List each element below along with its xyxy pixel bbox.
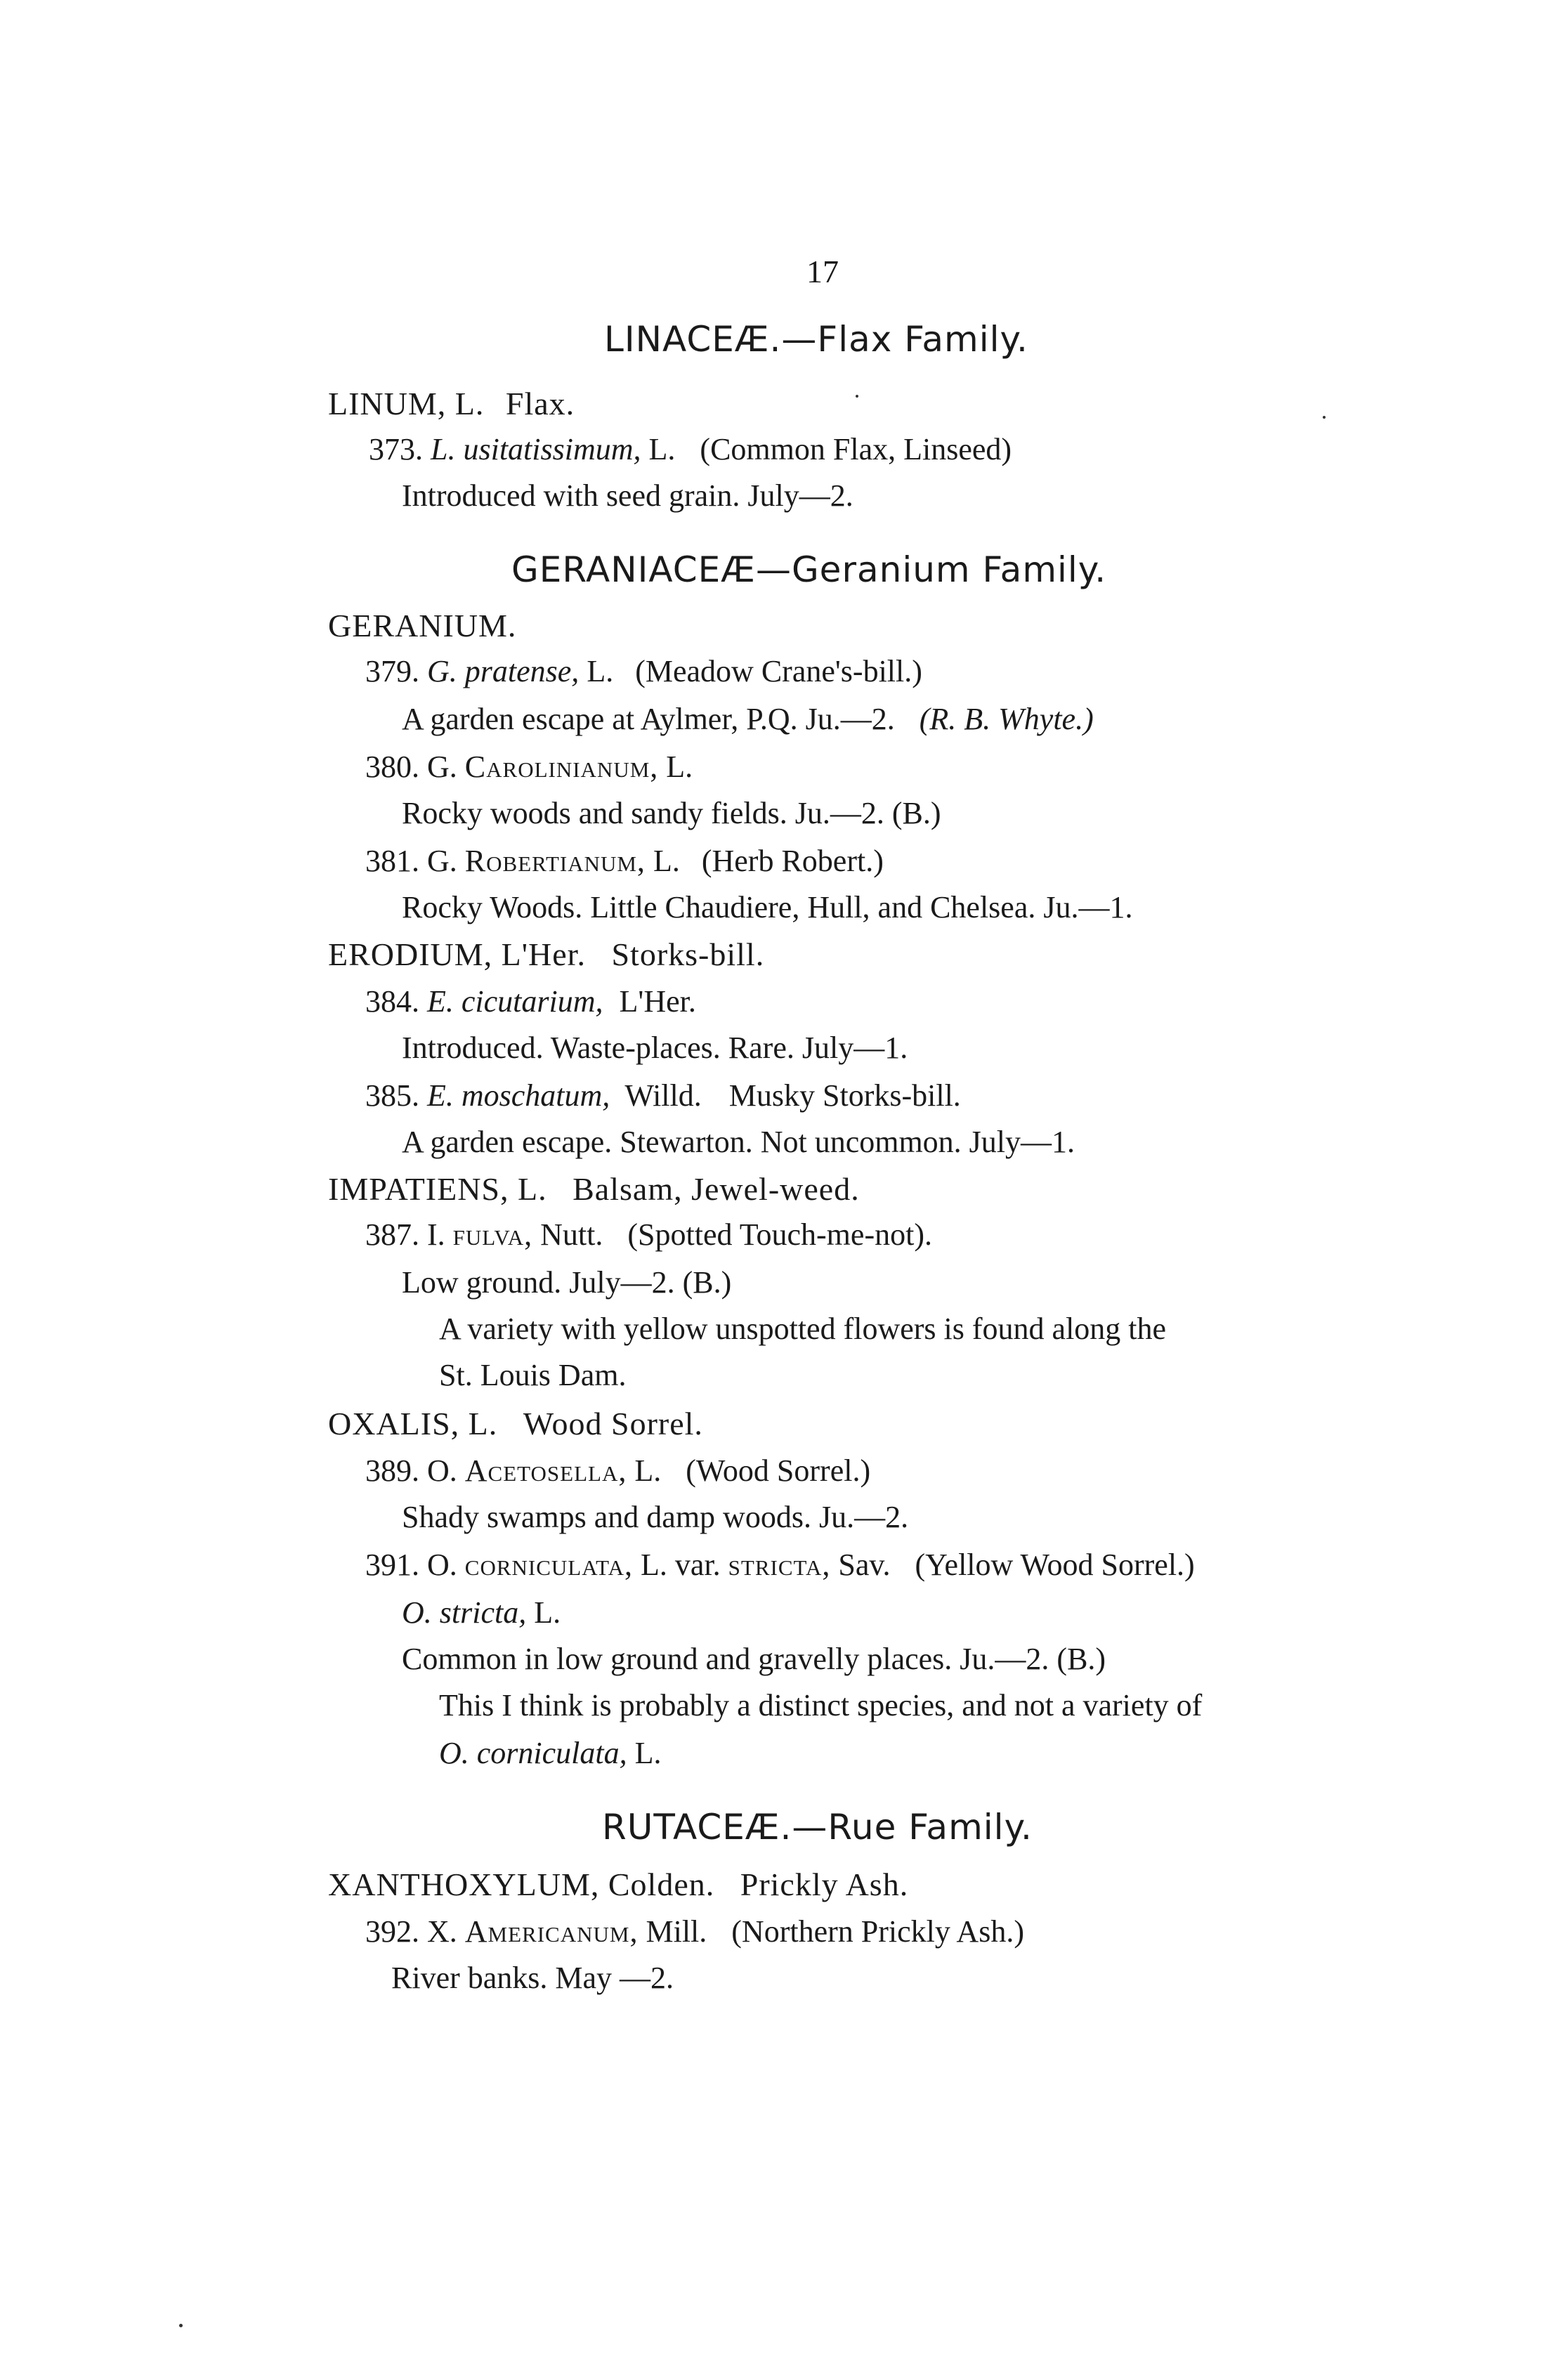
species-epithet: Acetosella, xyxy=(464,1453,627,1488)
genus-common-name: Prickly Ash. xyxy=(740,1866,909,1902)
species-379 xyxy=(365,656,922,687)
species-number: 389. xyxy=(365,1453,419,1488)
print-speck xyxy=(179,2324,183,2327)
species-387-remark-1: A variety with yellow unspotted flowers is found along the xyxy=(439,1312,1167,1346)
species-name: G. pratense, xyxy=(427,654,580,688)
species-author: Willd. xyxy=(624,1078,702,1113)
species-common-name: (Common Flax, Linseed) xyxy=(700,432,1012,466)
species-common-name: (Northern Prickly Ash.) xyxy=(731,1914,1024,1949)
species-number: 379. xyxy=(365,654,419,688)
species-synonym-author: L. xyxy=(534,1595,561,1630)
family-heading-linaceae: LINACEÆ.—Flax Family. xyxy=(604,319,1028,360)
species-389 xyxy=(365,1453,871,1488)
species-381-note: Rocky Woods. Little Chaudiere, Hull, and Chelsea. Ju.—1. xyxy=(402,890,1133,924)
genus-xanthoxylum xyxy=(328,1866,909,1902)
species-392 xyxy=(365,1916,1024,1947)
species-name: E. moschatum, xyxy=(427,1078,610,1113)
species-391 xyxy=(365,1550,1195,1581)
genus-impatiens xyxy=(328,1173,860,1205)
species-391-synonym xyxy=(402,1597,561,1628)
species-author: L. var. xyxy=(641,1548,721,1582)
species-author: L. xyxy=(653,844,680,878)
species-name: E. cicutarium, xyxy=(427,984,603,1019)
genus-geranium: GERANIUM. xyxy=(328,608,517,643)
species-number: 384. xyxy=(365,984,419,1019)
species-number: 381. xyxy=(365,844,419,878)
species-note: A garden escape at Aylmer, P.Q. Ju.—2. xyxy=(402,702,895,736)
species-author: Nutt. xyxy=(540,1217,603,1252)
species-389-note: Shady swamps and damp woods. Ju.—2. xyxy=(402,1500,909,1534)
remark-species-name: O. corniculata, xyxy=(439,1736,627,1770)
family-heading-geraniaceae: GERANIACEÆ—Geranium Family. xyxy=(511,549,1107,590)
species-genus-abbr: X. xyxy=(427,1914,457,1949)
species-epithet: Carolinianum, xyxy=(464,750,659,784)
species-credit: (R. B. Whyte.) xyxy=(919,702,1094,736)
remark-species-author: L. xyxy=(634,1736,662,1770)
family-heading-rutaceae: RUTACEÆ.—Rue Family. xyxy=(602,1807,1033,1848)
species-variety-author: Sav. xyxy=(838,1548,891,1582)
species-391-remark-2 xyxy=(439,1738,662,1769)
species-385 xyxy=(365,1080,961,1111)
genus-author: Colden. xyxy=(608,1866,715,1902)
species-392-note: River banks. May —2. xyxy=(391,1961,674,1995)
species-synonym: O. stricta, xyxy=(402,1595,527,1630)
species-373-note: Introduced with seed grain. July—2. xyxy=(402,478,853,513)
genus-erodium xyxy=(328,936,765,972)
species-author: L. xyxy=(587,654,614,688)
species-common-name: (Wood Sorrel.) xyxy=(686,1453,871,1488)
species-epithet: corniculata, xyxy=(464,1548,634,1582)
species-387-remark-2: St. Louis Dam. xyxy=(439,1358,627,1392)
species-384-note: Introduced. Waste-places. Rare. July—1. xyxy=(402,1031,908,1065)
print-speck xyxy=(856,395,858,398)
species-391-remark-1: This I think is probably a distinct species, and not a variety of xyxy=(439,1688,1203,1722)
species-373 xyxy=(369,434,1012,465)
species-author: Mill. xyxy=(646,1914,707,1949)
species-genus-abbr: O. xyxy=(427,1453,457,1488)
species-391-note: Common in low ground and gravelly places. Ju.—2. (B.) xyxy=(402,1642,1106,1676)
genus-common-name: Flax. xyxy=(505,386,575,421)
species-number: 391. xyxy=(365,1548,419,1582)
species-381 xyxy=(365,846,884,877)
species-number: 373. xyxy=(369,432,423,466)
species-number: 385. xyxy=(365,1078,419,1113)
species-genus-abbr: G. xyxy=(427,750,457,784)
species-author: L. xyxy=(666,750,693,784)
species-variety: stricta, xyxy=(728,1548,831,1582)
species-common-name: Musky Storks-bill. xyxy=(728,1078,961,1113)
species-387-note: Low ground. July—2. (B.) xyxy=(402,1265,732,1300)
species-379-note xyxy=(402,704,1094,735)
species-epithet: fulva, xyxy=(452,1217,533,1252)
species-number: 380. xyxy=(365,750,419,784)
species-author: L. xyxy=(648,432,676,466)
species-genus-abbr: O. xyxy=(427,1548,457,1582)
species-common-name: (Herb Robert.) xyxy=(701,844,884,878)
species-genus-abbr: L. xyxy=(431,432,456,466)
page-number: 17 xyxy=(806,254,839,289)
genus-oxalis xyxy=(328,1408,703,1440)
genus-linum xyxy=(328,388,575,420)
print-speck xyxy=(1323,416,1326,419)
genus-name: XANTHOXYLUM, xyxy=(328,1866,600,1902)
species-author: L. xyxy=(634,1453,662,1488)
genus-name: IMPATIENS, L. xyxy=(328,1171,547,1207)
species-epithet: Robertianum, xyxy=(464,844,646,878)
species-385-note: A garden escape. Stewarton. Not uncommon. July—1. xyxy=(402,1125,1075,1159)
species-common-name: (Yellow Wood Sorrel.) xyxy=(915,1548,1195,1582)
genus-common-name: Balsam, Jewel-weed. xyxy=(573,1171,860,1207)
species-387 xyxy=(365,1217,932,1252)
species-genus-abbr: I. xyxy=(427,1217,445,1252)
species-380-note: Rocky woods and sandy fields. Ju.—2. (B.) xyxy=(402,796,941,830)
genus-name: OXALIS, L. xyxy=(328,1406,498,1441)
species-author: L'Her. xyxy=(619,984,696,1019)
genus-name: LINUM, L. xyxy=(328,386,485,421)
genus-common-name: Storks-bill. xyxy=(611,936,765,972)
species-380 xyxy=(365,752,693,783)
species-epithet: Americanum, xyxy=(464,1914,639,1949)
species-number: 387. xyxy=(365,1217,419,1252)
species-epithet: usitatissimum, xyxy=(463,432,641,466)
genus-common-name: Wood Sorrel. xyxy=(523,1406,703,1441)
species-common-name: (Spotted Touch-me-not). xyxy=(627,1217,932,1252)
species-384 xyxy=(365,986,696,1017)
species-common-name: (Meadow Crane's-bill.) xyxy=(635,654,922,688)
species-genus-abbr: G. xyxy=(427,844,457,878)
species-number: 392. xyxy=(365,1914,419,1949)
genus-name: ERODIUM, L'Her. xyxy=(328,936,586,972)
